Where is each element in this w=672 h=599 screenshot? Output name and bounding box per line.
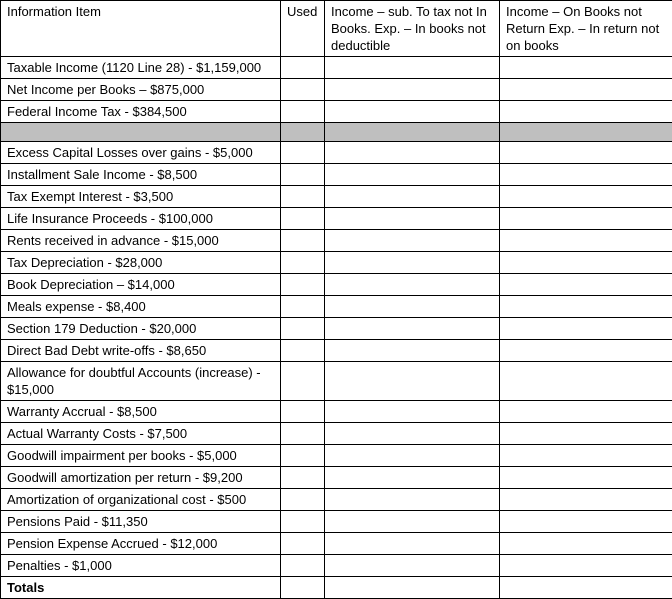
table-row [1,186,672,208]
item-cell: Net Income per Books – $875,000 [1,79,281,101]
header-used: Used [281,1,325,57]
item-cell: Direct Bad Debt write-offs - $8,650 [1,340,281,362]
item-cell: Amortization of organizational cost - $500 [1,489,281,511]
income-not-in-books-cell[interactable] [325,577,500,599]
item-cell: Allowance for doubtful Accounts (increase) - $15,000 [1,362,281,401]
used-cell[interactable] [281,401,325,423]
table-row [1,467,672,489]
income-not-in-books-cell[interactable] [325,274,500,296]
income-on-books-not-return-cell[interactable] [500,467,672,489]
item-cell: Excess Capital Losses over gains - $5,000 [1,142,281,164]
table-row [1,230,672,252]
table-row [1,489,672,511]
used-cell[interactable] [281,318,325,340]
income-not-in-books-cell[interactable] [325,186,500,208]
item-cell: Meals expense - $8,400 [1,296,281,318]
header-row [1,1,672,57]
item-cell: Pensions Paid - $11,350 [1,511,281,533]
used-cell[interactable] [281,252,325,274]
item-cell: Totals [1,577,281,599]
income-on-books-not-return-cell[interactable] [500,577,672,599]
income-on-books-not-return-cell[interactable] [500,296,672,318]
income-not-in-books-cell[interactable] [325,533,500,555]
table-row [1,57,672,79]
income-on-books-not-return-cell[interactable] [500,79,672,101]
used-cell[interactable] [281,511,325,533]
used-cell[interactable] [281,340,325,362]
item-cell: Actual Warranty Costs - $7,500 [1,423,281,445]
table-row [1,362,672,401]
income-on-books-not-return-cell[interactable] [500,142,672,164]
separator-row [1,123,672,142]
used-cell[interactable] [281,577,325,599]
income-on-books-not-return-cell[interactable] [500,252,672,274]
table-row [1,577,672,599]
item-cell [1,123,281,142]
income-on-books-not-return-cell[interactable] [500,362,672,401]
table-row [1,142,672,164]
used-cell[interactable] [281,296,325,318]
item-cell: Taxable Income (1120 Line 28) - $1,159,000 [1,57,281,79]
item-cell: Life Insurance Proceeds - $100,000 [1,208,281,230]
table-body [1,57,672,599]
income-not-in-books-cell[interactable] [325,555,500,577]
table-row [1,101,672,123]
income-on-books-not-return-cell[interactable] [500,274,672,296]
income-on-books-not-return-cell[interactable] [500,555,672,577]
income-on-books-not-return-cell[interactable] [500,445,672,467]
table-row [1,423,672,445]
used-cell[interactable] [281,101,325,123]
used-cell[interactable] [281,489,325,511]
income-not-in-books-cell[interactable] [325,208,500,230]
item-cell: Penalties - $1,000 [1,555,281,577]
used-cell[interactable] [281,362,325,401]
table-row [1,445,672,467]
income-on-books-not-return-cell[interactable] [500,101,672,123]
item-cell: Installment Sale Income - $8,500 [1,164,281,186]
used-cell[interactable] [281,186,325,208]
used-cell[interactable] [281,467,325,489]
income-on-books-not-return-cell[interactable] [500,186,672,208]
used-cell[interactable] [281,142,325,164]
income-on-books-not-return-cell[interactable] [500,230,672,252]
income-not-in-books-cell[interactable] [325,79,500,101]
income-not-in-books-cell[interactable] [325,423,500,445]
table-row [1,555,672,577]
income-not-in-books-cell[interactable] [325,511,500,533]
item-cell: Section 179 Deduction - $20,000 [1,318,281,340]
income-on-books-not-return-cell[interactable] [500,511,672,533]
income-not-in-books-cell[interactable] [325,230,500,252]
table-row [1,340,672,362]
income-not-in-books-cell [325,123,500,142]
item-cell: Goodwill impairment per books - $5,000 [1,445,281,467]
used-cell[interactable] [281,164,325,186]
income-on-books-not-return-cell[interactable] [500,533,672,555]
income-on-books-not-return-cell[interactable] [500,318,672,340]
used-cell[interactable] [281,445,325,467]
item-cell: Pension Expense Accrued - $12,000 [1,533,281,555]
item-cell: Goodwill amortization per return - $9,200 [1,467,281,489]
income-not-in-books-cell[interactable] [325,57,500,79]
income-not-in-books-cell[interactable] [325,445,500,467]
income-not-in-books-cell[interactable] [325,318,500,340]
used-cell[interactable] [281,208,325,230]
income-not-in-books-cell[interactable] [325,467,500,489]
item-cell: Federal Income Tax - $384,500 [1,101,281,123]
item-cell: Tax Exempt Interest - $3,500 [1,186,281,208]
item-cell: Tax Depreciation - $28,000 [1,252,281,274]
table-row [1,401,672,423]
income-not-in-books-cell[interactable] [325,340,500,362]
used-cell[interactable] [281,533,325,555]
income-on-books-not-return-cell [500,123,672,142]
income-on-books-not-return-cell[interactable] [500,164,672,186]
table-row [1,318,672,340]
income-not-in-books-cell[interactable] [325,101,500,123]
income-not-in-books-cell[interactable] [325,489,500,511]
header-information-item: Information Item [1,1,281,57]
used-cell[interactable] [281,423,325,445]
used-cell [281,123,325,142]
income-not-in-books-cell[interactable] [325,362,500,401]
used-cell[interactable] [281,79,325,101]
item-cell: Warranty Accrual - $8,500 [1,401,281,423]
table-row [1,296,672,318]
income-on-books-not-return-cell[interactable] [500,423,672,445]
table-row [1,208,672,230]
income-on-books-not-return-cell[interactable] [500,57,672,79]
item-cell: Book Depreciation – $14,000 [1,274,281,296]
table-row [1,533,672,555]
used-cell[interactable] [281,230,325,252]
income-on-books-not-return-cell[interactable] [500,489,672,511]
used-cell[interactable] [281,57,325,79]
table-row [1,79,672,101]
income-on-books-not-return-cell[interactable] [500,401,672,423]
income-on-books-not-return-cell[interactable] [500,340,672,362]
table-row [1,511,672,533]
income-on-books-not-return-cell[interactable] [500,208,672,230]
table-row [1,274,672,296]
income-not-in-books-cell[interactable] [325,296,500,318]
income-not-in-books-cell[interactable] [325,401,500,423]
income-not-in-books-cell[interactable] [325,164,500,186]
table-header [1,1,672,57]
table-row [1,164,672,186]
used-cell[interactable] [281,274,325,296]
income-not-in-books-cell[interactable] [325,252,500,274]
used-cell[interactable] [281,555,325,577]
item-cell: Rents received in advance - $15,000 [1,230,281,252]
header-income-not-in-books: Income – sub. To tax not In Books. Exp. – In books not deductible [325,1,500,57]
header-income-on-books-not-return: Income – On Books not Return Exp. – In return not on books [500,1,672,57]
table-row [1,252,672,274]
income-not-in-books-cell[interactable] [325,142,500,164]
